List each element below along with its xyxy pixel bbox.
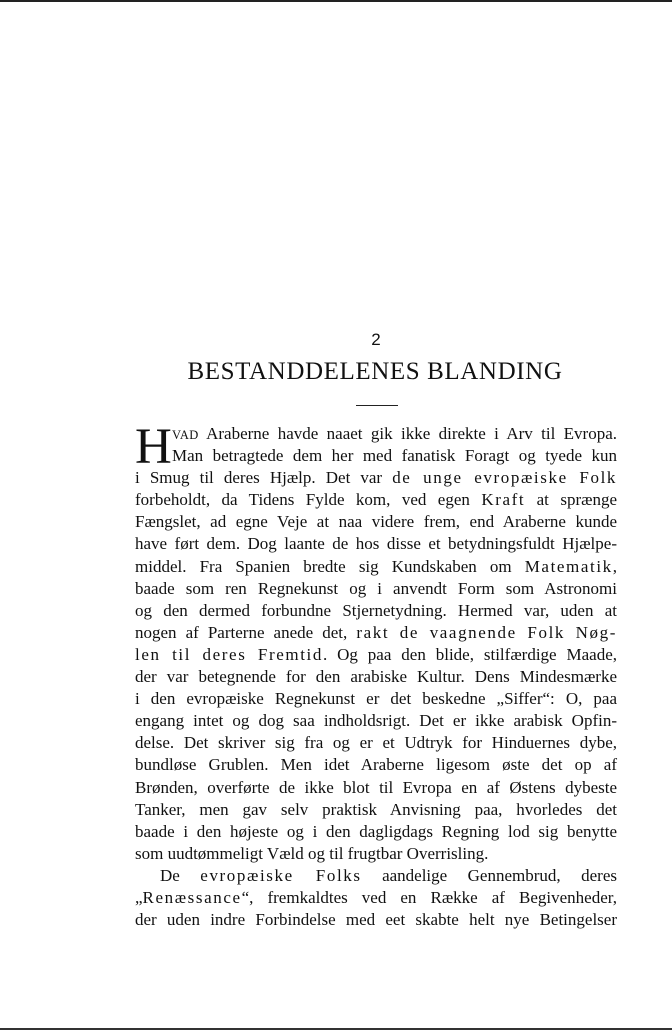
text-run: . Og paa den blide, stilfærdige Maade, bbox=[322, 644, 617, 664]
text-run: middel. Fra Spanien bredte sig Kundskaben om bbox=[135, 556, 525, 576]
text-run: “, fremkaldtes ved en Række af Begivenheder, bbox=[241, 887, 617, 907]
spaced-emphasis: Kraft bbox=[481, 490, 526, 510]
text-run: i Smug til deres Hjælp. Det var bbox=[135, 468, 393, 488]
text-line: Brønden, overførte de ikke blot til Evropa en af Østens dybeste bbox=[135, 777, 617, 797]
text-run: Araberne havde naaet gik ikke direkte i Arv til Evropa. bbox=[198, 424, 617, 443]
small-caps-word: VAD bbox=[172, 428, 199, 442]
body-text bbox=[135, 419, 617, 931]
text-line: der var betegnende for den arabiske Kultur. Dens Mindesmærke bbox=[135, 667, 617, 687]
spaced-emphasis: len til deres Fremtid bbox=[135, 644, 323, 664]
text-line bbox=[135, 644, 617, 666]
spaced-emphasis: de unge evropæiske Folk bbox=[392, 468, 617, 488]
text-line: som uudtømmeligt Væld og til frugtbar Overrisling. bbox=[135, 843, 489, 863]
text-line: have ført dem. Dog laante de hos disse et betydningsfuldt Hjælpe- bbox=[135, 534, 617, 554]
text-line: Man betragtede dem her med fanatisk Foragt og tyede kun bbox=[172, 446, 617, 466]
spaced-emphasis: Renæssance bbox=[142, 887, 242, 907]
text-line bbox=[135, 556, 617, 578]
chapter-number: 2 bbox=[371, 330, 381, 349]
text-run: De bbox=[160, 865, 201, 885]
text-line bbox=[135, 887, 617, 909]
text-line bbox=[135, 489, 617, 511]
text-line: i den evropæiske Regnekunst er det beskedne „Siffer“: O, paa bbox=[135, 689, 617, 709]
drop-cap: H bbox=[135, 419, 172, 475]
text-line bbox=[135, 467, 617, 489]
text-run: nogen af Parterne anede det, bbox=[135, 622, 357, 642]
top-edge-rule bbox=[0, 0, 672, 2]
text-run: aandelige Gennembrud, deres bbox=[361, 865, 617, 885]
text-line: engang intet og dog saa indholdsrigt. Det er ikke arabisk Opfin- bbox=[135, 711, 617, 731]
text-line: baade som ren Regnekunst og i anvendt Form som Astronomi bbox=[135, 578, 617, 598]
text-run: „ bbox=[135, 887, 143, 907]
text-run: forbeholdt, da Tidens Fylde kom, ved egen bbox=[135, 490, 482, 510]
text-line bbox=[135, 865, 617, 887]
text-line: baade i den højeste og i den dagligdags Regning lod sig benytte bbox=[135, 821, 617, 841]
text-run: at sprænge bbox=[525, 490, 617, 510]
text-line bbox=[135, 622, 617, 644]
text-line: Tanker, men gav selv praktisk Anvisning paa, hvorledes det bbox=[135, 799, 617, 819]
text-line: Fængslet, ad egne Veje at naa videre frem, end Araberne kunde bbox=[135, 512, 617, 532]
text-line: delse. Det skriver sig fra og er et Udtryk for Hinduernes dybe, bbox=[135, 733, 617, 753]
chapter-title: BESTANDDELENES BLANDING bbox=[187, 358, 563, 385]
text-run: , bbox=[612, 556, 617, 576]
text-line: der uden indre Forbindelse med eet skabte helt nye Betingelser bbox=[135, 910, 617, 930]
bottom-edge-rule bbox=[0, 1028, 672, 1030]
spaced-emphasis: evropæiske Folks bbox=[200, 865, 362, 885]
text-line: og den dermed forbundne Stjernetydning. Hermed var, uden at bbox=[135, 600, 617, 620]
text-line bbox=[135, 423, 617, 445]
title-divider bbox=[356, 405, 398, 406]
spaced-emphasis: rakt de vaagnende Folk Nøg- bbox=[356, 622, 617, 642]
text-line: bundløse Grublen. Men idet Araberne ligesom øste det op af bbox=[135, 755, 617, 775]
spaced-emphasis: Matematik bbox=[524, 556, 613, 576]
